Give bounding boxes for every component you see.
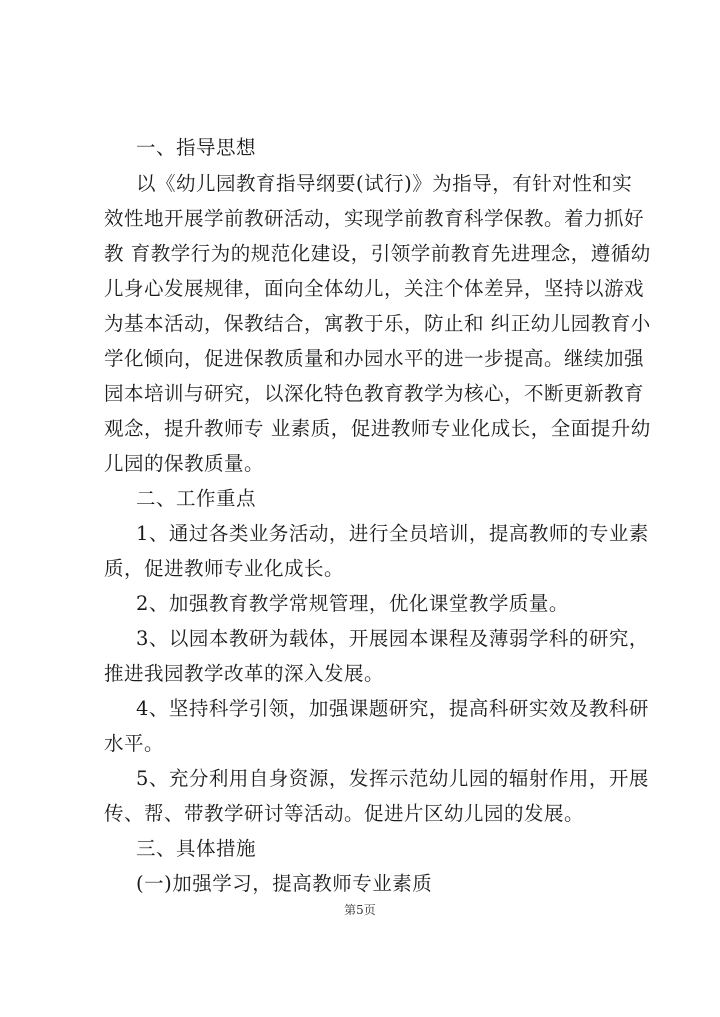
list-item-1: 1、通过各类业务活动，进行全员培训，提高教师的专业素 <box>136 522 649 545</box>
paragraph-line: 为基本活动，保教结合，寓教于乐，防止和 纠正幼儿园教育小 <box>104 312 651 335</box>
paragraph-line: 以《幼儿园教育指导纲要(试行)》为指导，有针对性和实 <box>136 172 633 195</box>
page-number: 第5页 <box>344 903 376 917</box>
subheading-strengthen-learning: (一)加强学习，提高教师专业素质 <box>136 872 433 895</box>
heading-specific-measures: 三、具体措施 <box>136 837 257 860</box>
paragraph-line: 观念，提升教师专 业素质，促进教师专业化成长，全面提升幼 <box>104 417 651 440</box>
list-item-1-cont: 质，促进教师专业化成长。 <box>104 557 345 580</box>
paragraph-line: 儿园的保教质量。 <box>104 452 265 475</box>
list-item-5: 5、充分利用自身资源，发挥示范幼儿园的辐射作用，开展 <box>136 767 649 790</box>
list-item-5-cont: 传、帮、带教学研讨等活动。促进片区幼儿园的发展。 <box>104 802 585 825</box>
heading-guiding-ideology: 一、指导思想 <box>136 136 257 159</box>
heading-work-focus: 二、工作重点 <box>136 487 257 510</box>
list-item-4-cont: 水平。 <box>104 732 165 755</box>
list-item-3-cont: 推进我园教学改革的深入发展。 <box>104 662 385 685</box>
list-item-4: 4、坚持科学引领，加强课题研究，提高科研实效及教科研 <box>136 697 649 720</box>
paragraph-line: 园本培训与研究，以深化特色教育教学为核心，不断更新教育 <box>104 382 645 405</box>
paragraph-line: 儿身心发展规律，面向全体幼儿，关注个体差异，坚持以游戏 <box>104 277 645 300</box>
list-item-3: 3、以园本教研为载体，开展园本课程及薄弱学科的研究， <box>136 627 649 650</box>
list-item-2: 2、加强教育教学常规管理，优化课堂教学质量。 <box>136 592 569 615</box>
paragraph-line: 效性地开展学前教研活动，实现学前教育科学保教。着力抓好 <box>104 207 645 230</box>
paragraph-line: 教 育教学行为的规范化建设，引领学前教育先进理念，遵循幼 <box>104 242 651 265</box>
paragraph-line: 学化倾向，促进保教质量和办园水平的进一步提高。继续加强 <box>104 347 645 370</box>
